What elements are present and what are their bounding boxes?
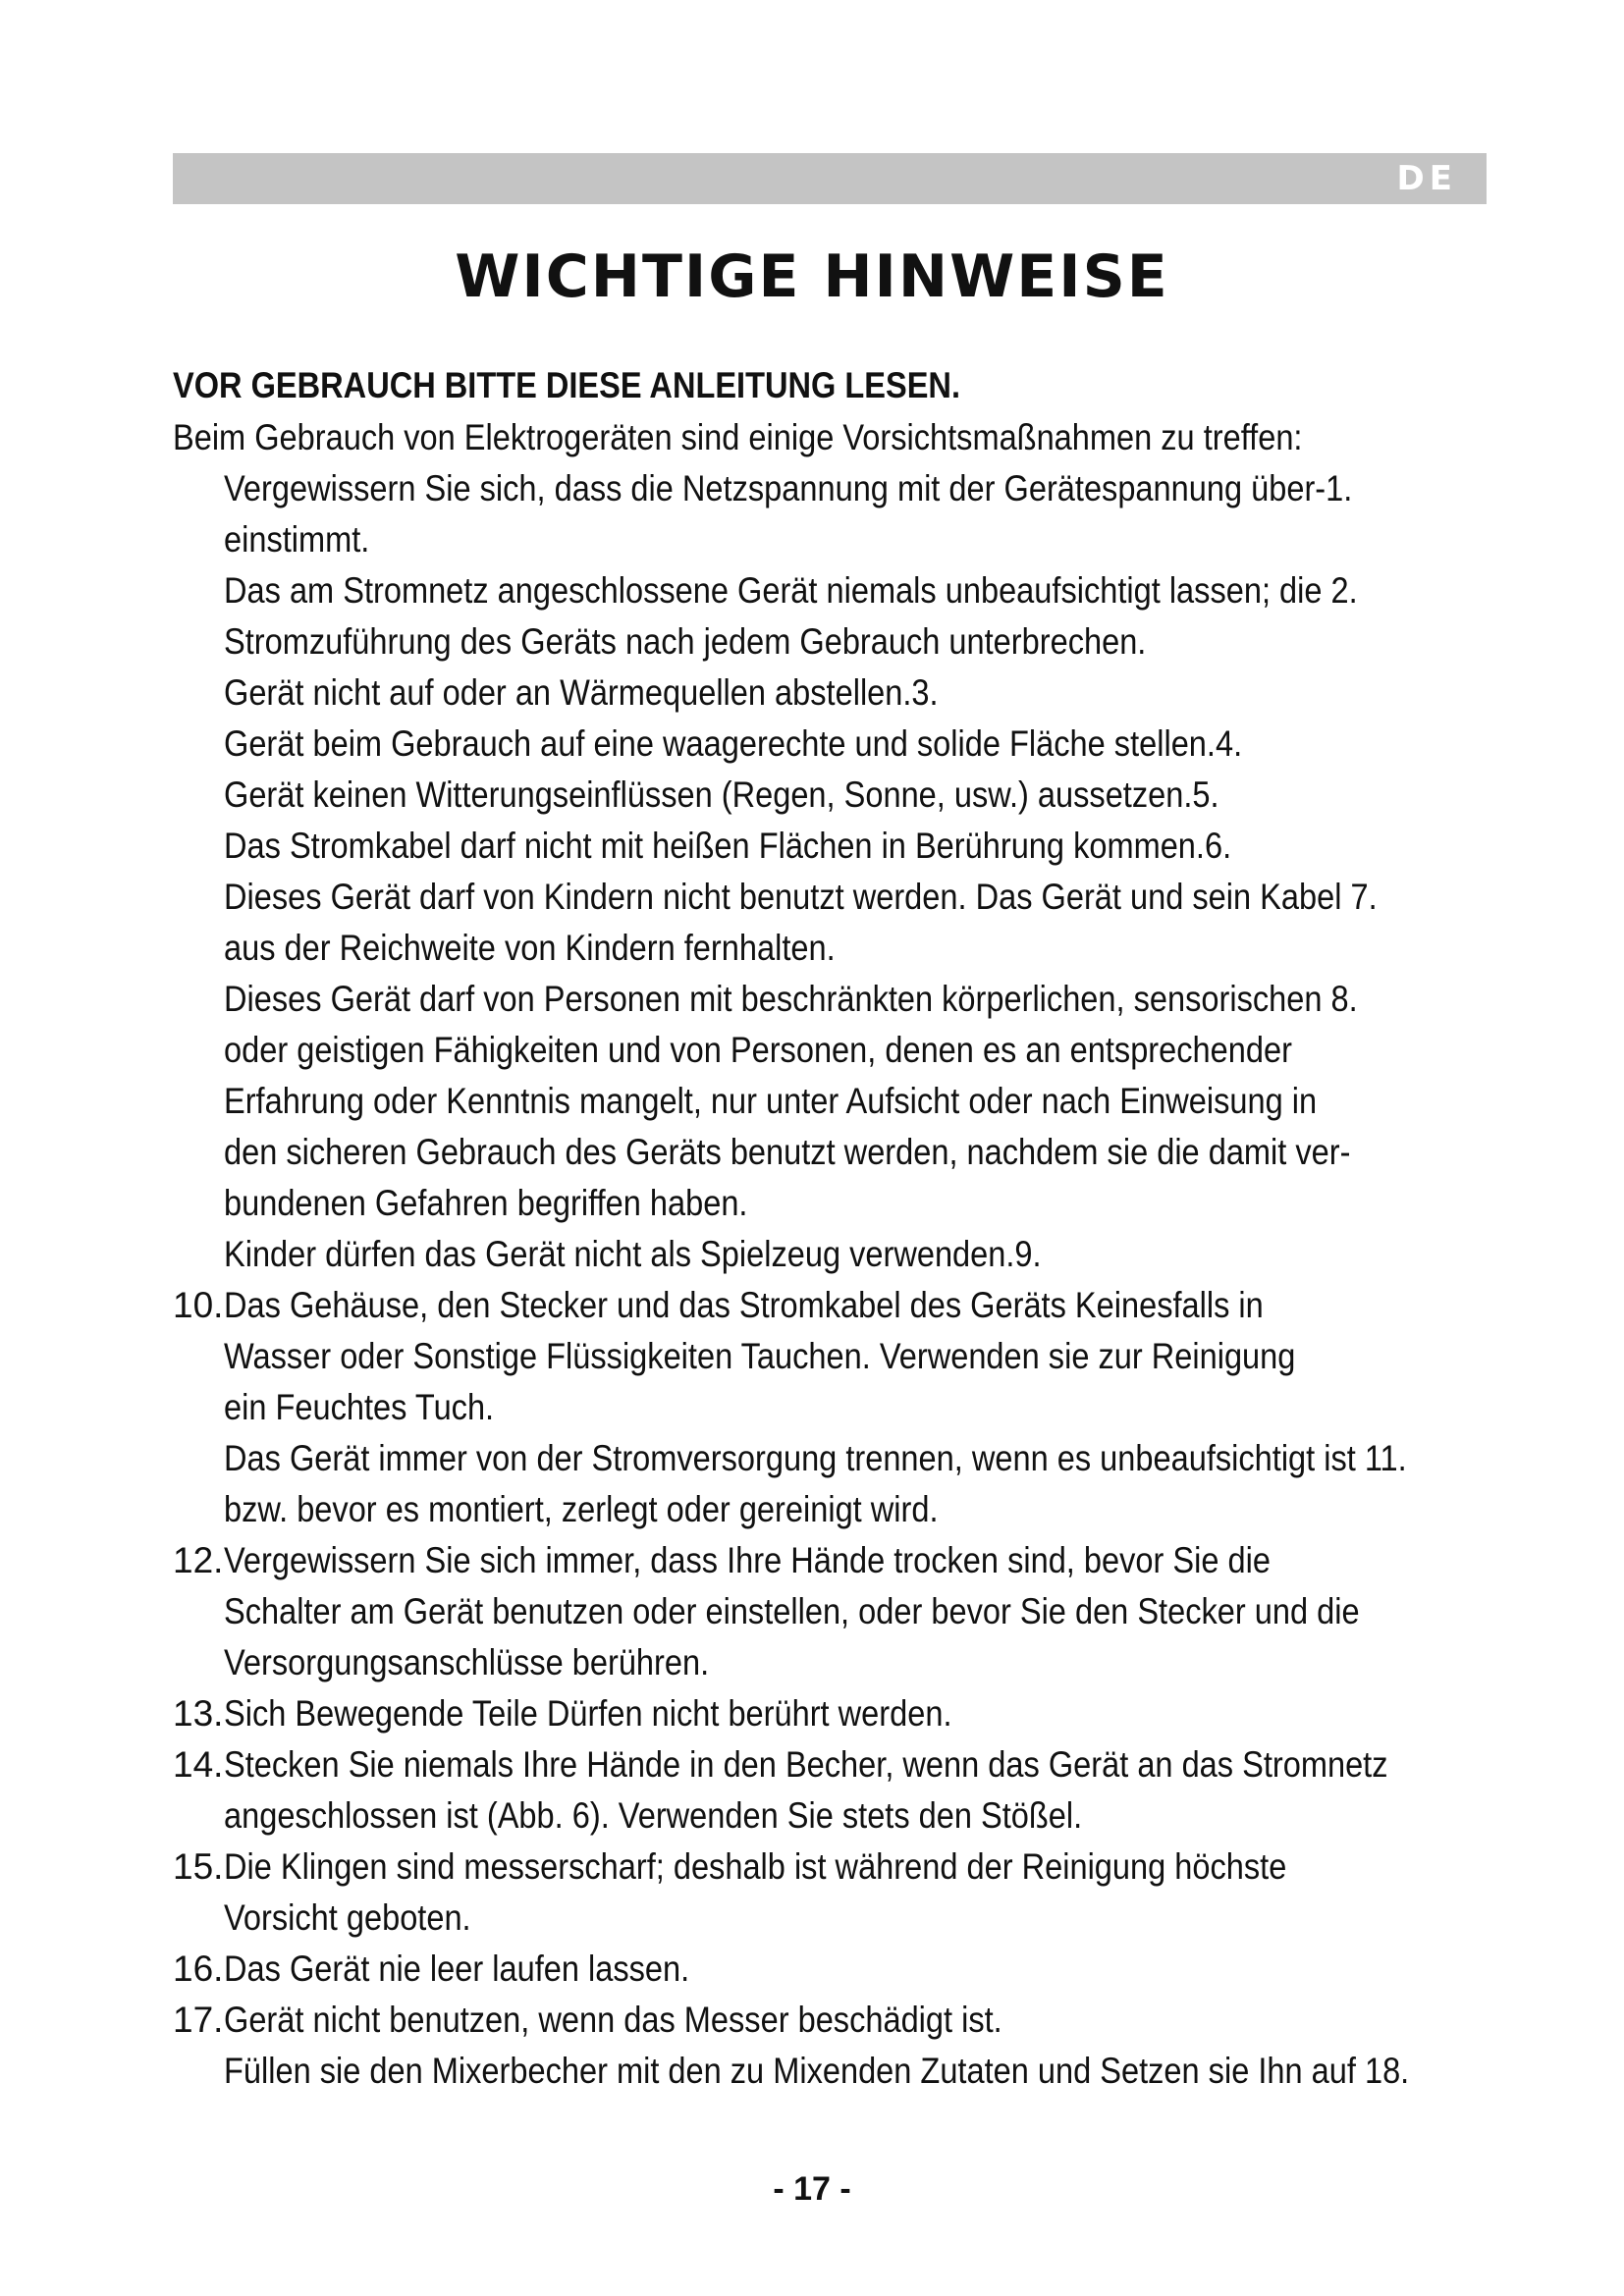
instruction-text <box>224 974 1540 1229</box>
instruction-line: Das Gerät nie leer laufen lassen. <box>224 1949 690 1989</box>
instruction-item <box>173 1433 1547 1535</box>
page-number: - 17 - <box>773 2170 851 2208</box>
instruction-item <box>173 872 1547 974</box>
instruction-line: oder geistigen Fähigkeiten und von Personen, denen es an entsprechender <box>224 1030 1292 1070</box>
instruction-item <box>173 1280 1547 1433</box>
instruction-number: 14. <box>173 1744 224 1785</box>
instruction-item <box>173 821 1547 872</box>
instruction-text <box>224 821 1540 872</box>
instruction-text <box>224 770 1540 821</box>
instruction-number: 10. <box>173 1285 224 1325</box>
instruction-line: Sich Bewegende Teile Dürfen nicht berührt werden. <box>224 1693 952 1734</box>
instruction-line: Dieses Gerät darf von Kindern nicht benutzt werden. Das Gerät und sein Kabel 7. <box>224 877 1378 917</box>
instruction-number: 16. <box>173 1949 224 1989</box>
instruction-item <box>173 1995 1547 2046</box>
instruction-item <box>173 1842 1547 1944</box>
instruction-line: Das Gehäuse, den Stecker und das Stromkabel des Geräts Keinesfalls in <box>224 1285 1264 1325</box>
instruction-line: Gerät nicht auf oder an Wärmequellen abstellen.3. <box>224 672 939 713</box>
instruction-line: Gerät nicht benutzen, wenn das Messer beschädigt ist. <box>224 2000 1002 2040</box>
instruction-line: Füllen sie den Mixerbecher mit den zu Mixenden Zutaten und Setzen sie Ihn auf 18. <box>224 2051 1410 2091</box>
instruction-text <box>224 463 1540 565</box>
instruction-text <box>224 1229 1540 1280</box>
instruction-text <box>224 1433 1540 1535</box>
instruction-text <box>224 1842 1540 1944</box>
instruction-text <box>224 1944 1540 1995</box>
instruction-line: einstimmt. <box>224 519 370 560</box>
instruction-line: Vergewissern Sie sich, dass die Netzspannung mit der Gerätespannung über-1. <box>224 468 1353 508</box>
section-heading: VOR GEBRAUCH BITTE DIESE ANLEITUNG LESEN. <box>173 365 961 405</box>
instruction-line: Das Stromkabel darf nicht mit heißen Flächen in Berührung kommen.6. <box>224 826 1232 866</box>
instruction-line: Schalter am Gerät benutzen oder einstellen, oder bevor Sie den Stecker und die <box>224 1591 1360 1631</box>
instruction-line: bundenen Gefahren begriffen haben. <box>224 1183 748 1223</box>
instruction-text <box>224 719 1540 770</box>
instruction-item <box>173 770 1547 821</box>
page-title: WICHTIGE HINWEISE <box>455 242 1169 311</box>
instruction-line: Die Klingen sind messerscharf; deshalb ist während der Reinigung höchste <box>224 1846 1287 1887</box>
instruction-number: 13. <box>173 1693 224 1734</box>
language-tag: DE <box>1396 159 1457 198</box>
instruction-line: ein Feuchtes Tuch. <box>224 1387 495 1427</box>
instruction-item <box>173 1535 1547 1688</box>
safety-instructions-list <box>173 463 1547 2097</box>
instruction-item <box>173 1688 1547 1739</box>
instruction-line: Dieses Gerät darf von Personen mit beschränkten körperlichen, sensorischen 8. <box>224 979 1358 1019</box>
instruction-text <box>224 1688 1540 1739</box>
instruction-line: Vergewissern Sie sich immer, dass Ihre Hände trocken sind, bevor Sie die <box>224 1540 1271 1580</box>
instruction-line: Das am Stromnetz angeschlossene Gerät niemals unbeaufsichtigt lassen; die 2. <box>224 570 1358 611</box>
instruction-number: 12. <box>173 1540 224 1580</box>
instruction-text <box>224 2046 1540 2097</box>
instructions-content <box>173 361 1547 2097</box>
intro-text: Beim Gebrauch von Elektrogeräten sind einige Vorsichtsmaßnahmen zu treffen: <box>173 417 1303 457</box>
instruction-line: Vorsicht geboten. <box>224 1897 471 1938</box>
instruction-number: 15. <box>173 1846 224 1887</box>
instruction-item <box>173 2046 1547 2097</box>
instruction-line: aus der Reichweite von Kindern fernhalten. <box>224 928 836 968</box>
instruction-text <box>224 872 1540 974</box>
instruction-line: Gerät keinen Witterungseinflüssen (Regen, Sonne, usw.) aussetzen.5. <box>224 774 1219 815</box>
instruction-text <box>224 1535 1540 1688</box>
instruction-line: Wasser oder Sonstige Flüssigkeiten Tauchen. Verwenden sie zur Reinigung <box>224 1336 1296 1376</box>
instruction-text <box>224 667 1540 719</box>
instruction-text <box>224 1280 1540 1433</box>
instruction-line: Stecken Sie niemals Ihre Hände in den Becher, wenn das Gerät an das Stromnetz <box>224 1744 1388 1785</box>
instruction-item <box>173 1739 1547 1842</box>
instruction-item <box>173 463 1547 565</box>
instruction-line: Versorgungsanschlüsse berühren. <box>224 1642 710 1682</box>
instruction-line: Das Gerät immer von der Stromversorgung trennen, wenn es unbeaufsichtigt ist 11. <box>224 1438 1407 1478</box>
instruction-number: 17. <box>173 2000 224 2040</box>
instruction-item <box>173 565 1547 667</box>
instruction-text <box>224 565 1540 667</box>
language-header-bar <box>173 153 1487 204</box>
instruction-item <box>173 719 1547 770</box>
instruction-item <box>173 1229 1547 1280</box>
instruction-item <box>173 667 1547 719</box>
instruction-line: Stromzuführung des Geräts nach jedem Gebrauch unterbrechen. <box>224 621 1147 662</box>
instruction-line: den sicheren Gebrauch des Geräts benutzt werden, nachdem sie die damit ver- <box>224 1132 1351 1172</box>
instruction-line: Kinder dürfen das Gerät nicht als Spielzeug verwenden.9. <box>224 1234 1042 1274</box>
instruction-item <box>173 1944 1547 1995</box>
instruction-line: angeschlossen ist (Abb. 6). Verwenden Sie stets den Stößel. <box>224 1795 1083 1836</box>
instruction-line: Erfahrung oder Kenntnis mangelt, nur unter Aufsicht oder nach Einweisung in <box>224 1081 1318 1121</box>
instruction-line: Gerät beim Gebrauch auf eine waagerechte und solide Fläche stellen.4. <box>224 723 1243 764</box>
instruction-item <box>173 974 1547 1229</box>
instruction-line: bzw. bevor es montiert, zerlegt oder gereinigt wird. <box>224 1489 939 1529</box>
instruction-text <box>224 1739 1540 1842</box>
instruction-text <box>224 1995 1540 2046</box>
